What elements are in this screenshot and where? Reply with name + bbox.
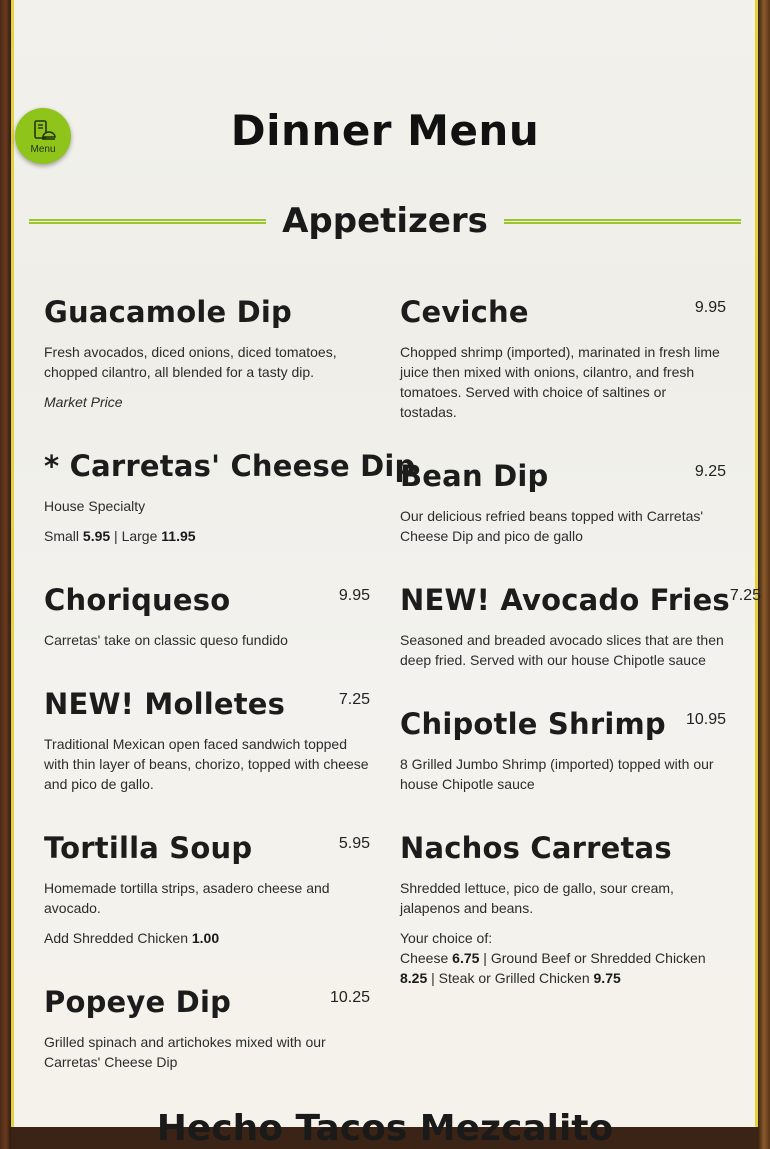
section-title: Appetizers: [282, 201, 488, 241]
item-addon: Add Shredded Chicken 1.00: [44, 930, 220, 946]
item-description: Homemade tortilla strips, asadero cheese and avocado.: [44, 880, 330, 916]
item-choice-prices: Cheese 6.75 | Ground Beef or Shredded Chicken 8.25 | Steak or Grilled Chicken 9.75: [400, 950, 706, 986]
menu-item-choriqueso: [44, 582, 370, 650]
section-rule-left: [29, 219, 266, 224]
item-description: Carretas' take on classic queso fundido: [44, 632, 288, 648]
item-name: NEW! Molletes: [44, 687, 286, 721]
item-price: 7.25: [338, 691, 370, 708]
item-description: Chopped shrimp (imported), marinated in fresh lime juice then mixed with onions, cilantro, and fresh tomatoes. Served with choice of saltines or tostadas.: [400, 344, 720, 420]
item-description: Grilled spinach and artichokes mixed with our Carretas' Cheese Dip: [44, 1034, 326, 1070]
menu-item-chipotle-shrimp: [400, 706, 726, 794]
menu-item-ceviche: [400, 294, 726, 422]
menu-item-bean-dip: [400, 458, 726, 546]
menu-item-popeye-dip: [44, 984, 370, 1072]
item-price: 5.95: [338, 835, 370, 852]
item-name: Guacamole Dip: [44, 295, 292, 329]
item-name: * Carretas' Cheese Dip: [44, 449, 416, 483]
item-description: 8 Grilled Jumbo Shrimp (imported) topped with our house Chipotle sauce: [400, 756, 714, 792]
menu-item-guacamole-dip: [44, 294, 370, 412]
section-rule-right: [504, 219, 741, 224]
next-section-title: Hecho Tacos Mezcalito: [156, 1108, 614, 1149]
menu-item-cheese-dip: [44, 448, 416, 546]
menu-item-tortilla-soup: [44, 830, 370, 948]
item-name: NEW! Avocado Fries: [400, 583, 730, 617]
item-description: Seasoned and breaded avocado slices that are then deep fried. Served with our house Chipotle sauce: [400, 632, 724, 668]
menu-item-avocado-fries: [400, 582, 762, 670]
item-price: 10.95: [685, 711, 726, 728]
item-name: Tortilla Soup: [44, 831, 253, 865]
menu-item-molletes: [44, 686, 370, 794]
item-price: 9.95: [694, 299, 726, 316]
menu-button-label: Menu: [30, 143, 56, 155]
item-name: Ceviche: [400, 295, 529, 329]
item-price: 9.25: [694, 463, 726, 480]
item-description: Fresh avocados, diced onions, diced tomatoes, chopped cilantro, all blended for a tasty dip.: [44, 344, 337, 380]
page-title: Dinner Menu: [230, 106, 540, 155]
item-name: Nachos Carretas: [400, 831, 672, 865]
section-header-appetizers: [29, 196, 741, 246]
item-size-prices: Small 5.95 | Large 11.95: [44, 528, 196, 544]
item-name: Chipotle Shrimp: [400, 707, 666, 741]
item-price: 7.25: [729, 587, 762, 604]
item-price: 10.25: [329, 989, 370, 1006]
item-description: House Specialty: [44, 498, 146, 514]
item-price: 9.95: [338, 587, 370, 604]
item-description: Traditional Mexican open faced sandwich topped with thin layer of beans, chorizo, topped with cheese and pico de gallo.: [44, 736, 369, 792]
menu-item-nachos-carretas: [400, 830, 726, 988]
item-description: Our delicious refried beans topped with Carretas' Cheese Dip and pico de gallo: [400, 508, 704, 544]
item-price-note: Market Price: [44, 394, 123, 410]
item-description: Shredded lettuce, pico de gallo, sour cream, jalapenos and beans.: [400, 880, 674, 916]
item-name: Choriqueso: [44, 583, 231, 617]
item-choice-label: Your choice of:: [400, 930, 493, 946]
item-name: Popeye Dip: [44, 985, 232, 1019]
item-name: Bean Dip: [400, 459, 549, 493]
